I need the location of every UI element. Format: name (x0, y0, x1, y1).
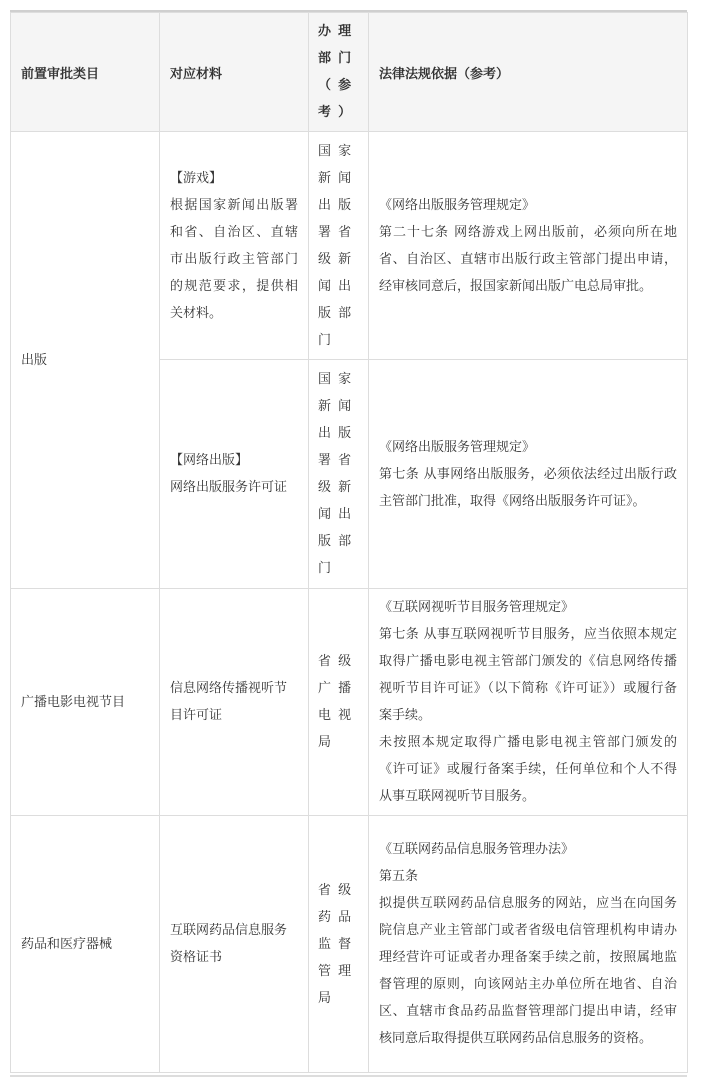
category-cell: 广播电影电视节目 (11, 589, 160, 816)
basis-cell (369, 360, 688, 589)
department-text: 省级药品监督管理局 (318, 882, 359, 1006)
materials-cell (160, 589, 309, 816)
department-text: 国家新闻出版署省级新闻出版部门 (318, 143, 359, 348)
department-text: 国家新闻出版署省级新闻出版部门 (318, 372, 359, 576)
basis-text: 《互联网药品信息服务管理办法》 第五条 拟提供互联网药品信息服务的网站，应当在向国务院信息产业主管部门或者省级电信管理机构申请办理经营许可证或者办理备案手续之前，按照属地监督管理的原则，向该网站主办单位所在地省、自治区、直辖市食品药品监督管理部门提出申请，经审核同意后取得提供互联网药品信息服务的资格。 (379, 842, 677, 1046)
table-row (11, 132, 688, 360)
department-cell (309, 132, 369, 360)
category-cell: 出版 (11, 132, 160, 589)
materials-text: 互联网药品信息服务资格证书 (170, 923, 288, 965)
header-department (309, 13, 369, 132)
table-header-row (11, 13, 688, 132)
header-materials: 对应材料 (160, 13, 309, 132)
materials-text: 【网络出版】 网络出版服务许可证 (170, 453, 288, 495)
approval-table (10, 12, 688, 1073)
header-department-text: 办理部门（参考） (318, 24, 359, 120)
department-cell (309, 360, 369, 589)
materials-cell (160, 360, 309, 589)
table-row (11, 589, 688, 816)
basis-cell (369, 816, 688, 1073)
table-row (11, 816, 688, 1073)
basis-cell (369, 589, 688, 816)
materials-cell (160, 816, 309, 1073)
materials-cell (160, 132, 309, 360)
materials-text: 【游戏】 根据国家新闻出版署和省、自治区、直辖市出版行政主管部门的规范要求，提供相关材料。 (170, 170, 298, 321)
department-cell (309, 589, 369, 816)
basis-text: 《网络出版服务管理规定》 第七条 从事网络出版服务，必须依法经过出版行政主管部门批准，取得《网络出版服务许可证》。 (379, 439, 677, 509)
department-cell (309, 816, 369, 1073)
materials-text: 信息网络传播视听节目许可证 (170, 681, 288, 723)
header-category: 前置审批类目 (11, 13, 160, 132)
department-text: 省级广播电视局 (318, 654, 359, 750)
basis-cell (369, 132, 688, 360)
category-cell: 药品和医疗器械 (11, 816, 160, 1073)
basis-text: 《互联网视听节目服务管理规定》 第七条 从事互联网视听节目服务，应当依照本规定取得广播电影电视主管部门颁发的《信息网络传播视听节目许可证》（以下简称《许可证》）或履行备案手续。 未按照本规定取得广播电影电视主管部门颁发的《许可证》或履行备案手续，任何单位和个人不得从事互联网视听节目服务。 (379, 600, 677, 804)
basis-text: 《网络出版服务管理规定》 第二十七条 网络游戏上网出版前，必须向所在地省、自治区、直辖市出版行政主管部门提出申请，经审核同意后，报国家新闻出版广电总局审批。 (379, 197, 677, 294)
header-basis: 法律法规依据（参考） (369, 13, 688, 132)
